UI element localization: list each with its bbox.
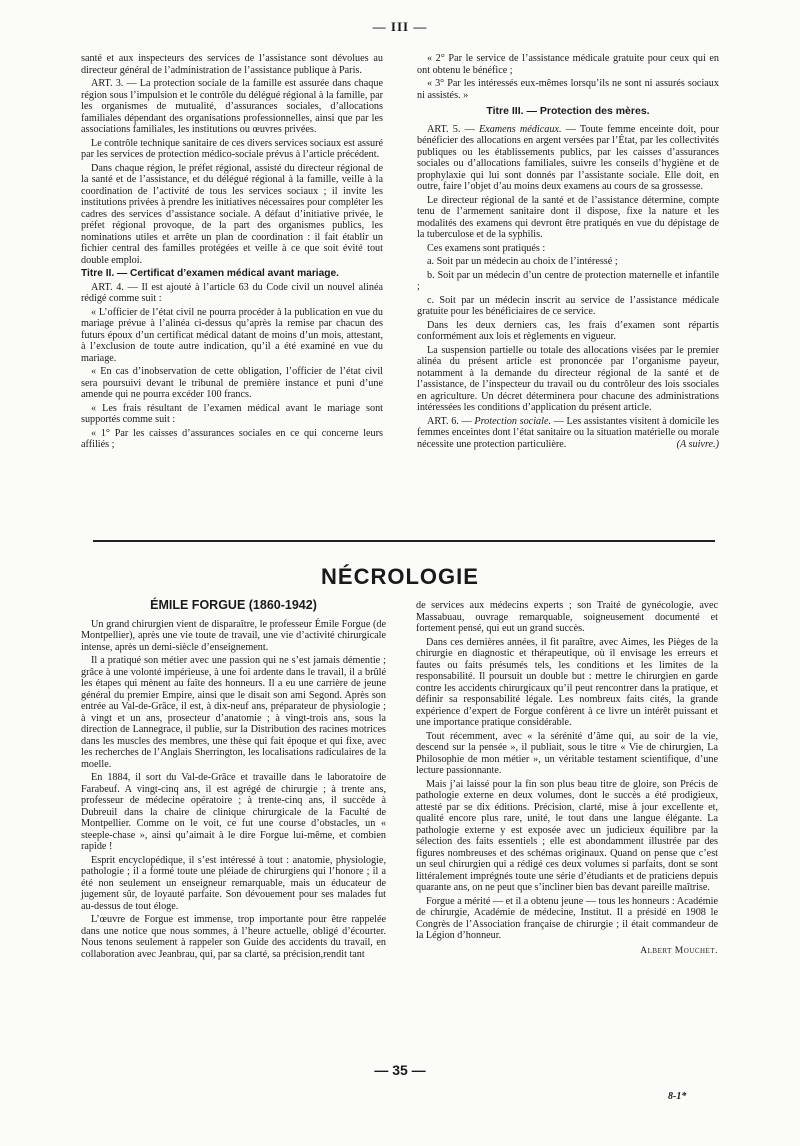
paragraph: Forgue a mérité — et il a obtenu jeune — tous les honneurs : Académie de chirurgie, Académie de médecine, Institut. Il a présidé en 1908 le Congrès de l’Association française de chirurgie ; il était commandeur de la Légion d’honneur. bbox=[416, 895, 718, 941]
paragraph: Mais j’ai laissé pour la fin son plus beau titre de gloire, son Précis de pathologie externe en deux volumes, dont le succès a été prodigieux, attesté par se dix éditions. Précision, clarté, mise à jour excellente et, qualité encore plus rare, unité, le tout dans une langue élégante. La pathologie externe y est exposée avec un judicieux équilibre par la sélection des faits essentiels ; elle est abondamment illustrée par des figures nombreuses et des schémas originaux. Quand on pense que c’est un seul chirurgien qui a rédigé ces deux volumes si parfaits, dont se sont littéralement imprégnés toute une série d’étudiants et de praticiens depuis quarante ans, on ne peut que s’incliner bien bas devant pareille maîtrise. bbox=[416, 778, 718, 893]
printer-signature-mark: 8-1* bbox=[668, 1091, 687, 1102]
page-roman-numeral: — III — bbox=[372, 19, 428, 34]
paragraph: ART. 3. — La protection sociale de la famille est assurée dans chaque région sous l’impulsion et le contrôle du délégué régional à la famille, par les organismes de mutualité, d’assurances sociales, d’allocations familiales dépendant des organisations professionnelles, ainsi que par les associations familiales, les institutions ou œuvres privées. bbox=[81, 78, 383, 135]
paragraph: « 1° Par les caisses d’assurances sociales en ce qui concerne leurs affiliés ; bbox=[81, 427, 383, 450]
paragraph: « L’officier de l’état civil ne pourra procéder à la publication en vue du mariage prévue à l’alinéa ci-dessus qu’après la remise par chacun des futurs époux d’un certificat médical datant de moins d’un mois, attestant, à l’exclusion de toute autre indication, qu’il a été examiné en vue du mariage. bbox=[81, 306, 383, 364]
paragraph: « Les frais résultant de l’examen médical avant le mariage sont supportés comme suit : bbox=[81, 402, 383, 425]
paragraph: Dans ces dernières années, il fit paraître, avec Aimes, les Pièges de la chirurgie en diagnostic et thérapeutique, où il envisage les erreurs et fautes ou faits présumés tels, les conditions et les limites de la responsabilité. Il poursuit un double but : mettre le chirurgien en garde contre les accidents chirurgicaux qu’il peut rencontrer dans la pratique, et définir sa responsabilité légale. Les nombreux faits cités, la grande expérience d’expert de Forgue confèrent à ce livre un intérêt puissant et une importance pratique considérable. bbox=[416, 636, 718, 728]
paragraph: Le directeur régional de la santé et de l’assistance détermine, compte tenu de l’armement sanitaire dont il dispose, fixe la nature et les modalités des examens qui devront être pratiqués en vue du dépistage de la tuberculose et de la syphilis. bbox=[417, 194, 719, 240]
list-item: b. Soit par un médecin d’un centre de protection maternelle et infantile ; bbox=[417, 269, 719, 292]
paragraph: Le contrôle technique sanitaire de ces divers services sociaux est assuré par les services de protection médico-sociale prévus à l’article précédent. bbox=[81, 137, 383, 160]
paragraph: « 2° Par le service de l’assistance médicale gratuite pour ceux qui en ont obtenu le bénéfice ; bbox=[417, 53, 719, 76]
paragraph: En 1884, il sort du Val-de-Grâce et travaille dans le laboratoire de Farabeuf. A vingt-cinq ans, il est agrégé de chirurgie ; à trente ans, professeur de médecine opératoire ; à trente-cinq ans, il succède à Dubreuil dans la chaire de clinique chirurgicale de la Faculté de Montpellier. Comme on le voit, ce fut une course d’obstacles, un « steeple-chase », ainsi qu’aimait à le dire Forgue lui-même, et combien rapide ! bbox=[81, 772, 386, 852]
to-be-continued: (A suivre.) bbox=[676, 438, 719, 450]
paragraph: La suspension partielle ou totale des allocations visées par le premier alinéa du présent article est prononcée par l’organisme payeur, notamment à la demande du directeur régional de la santé et de l’assistance, de l’inspecteur du travail ou du contrôleur des lois ssociales en agriculture. Un décret déterminera pour chacune des administrations intéressées les conditions d’application du présent article. bbox=[417, 344, 719, 413]
list-item: c. Soit par un médecin inscrit au service de l’assistance médicale gratuite pour les bénéficiaires de ce service. bbox=[417, 294, 719, 317]
paragraph: Ces examens sont pratiqués : bbox=[427, 242, 546, 254]
necrologie-title: NÉCROLOGIE bbox=[321, 564, 479, 589]
author-signature: Albert Mouchet. bbox=[640, 945, 718, 956]
paragraph: L’œuvre de Forgue est immense, trop importante pour être rappelée dans une notice que nous sommes, à l’heure actuelle, obligé d’écourter. Nous tenons seulement à rappeler son Guide des accidents du travail, en collaboration avec Jeanbrau, qui, par sa clarté, sa précision,rendit tant bbox=[81, 914, 386, 960]
right-column bbox=[417, 53, 719, 452]
paragraph: « 3° Par les intéressés eux-mêmes lorsqu’ils ne sont ni assurés sociaux ni assistés. » bbox=[417, 78, 719, 101]
article-text: — Les assistantes visitent à domicile les femmes enceintes dont l’état sanitaire ou la situation matérielle ou morale nécessite une protection particulière. bbox=[417, 415, 719, 450]
paragraph: Dans les deux derniers cas, les frais d’examen sont répartis conformément aux lois et règlements en vigueur. bbox=[417, 319, 719, 342]
paragraph bbox=[417, 416, 719, 451]
paragraph: « En cas d’inobservation de cette obligation, l’officier de l’état civil sera poursuivi devant le tribunal de première instance et puni d’une amende qui ne pourra excéder 100 francs. bbox=[81, 366, 383, 400]
section-title-3: Titre III. — Protection des mères. bbox=[486, 105, 650, 117]
article-prefix: ART. 5. — bbox=[427, 123, 479, 135]
article-prefix: ART. 6. — bbox=[427, 415, 475, 427]
paragraph bbox=[417, 124, 719, 193]
paragraph: Esprit encyclopédique, il s’est intéressé à tout : anatomie, physiologie, pathologie ; il a formé toute une pléiade de chirurgiens qui l’honore ; il a été non seulement un enseigneur remarquable, mais un éducateur de jugement sûr, de loyauté parfaite. Son dévouement pour ses malades fut au-dessus de tout éloge. bbox=[81, 854, 386, 912]
obituary-right-column bbox=[416, 600, 718, 957]
article-heading: Protection sociale. bbox=[474, 415, 552, 427]
paragraph: Dans chaque région, le préfet régional, assisté du directeur régional de la santé et de l’assistance, et du délégué régional à la famille, veille à la coordination de l’activité de tous les services sociaux ; il invite les institutions privées à prendre les initiatives nécessaires pour compléter les cadres des services d’assistance sociale. A défaut d’initiative privée, le préfet régional provoque, de la part des organismes publics, les nominations utiles et arrête un plan de coordination : il fait établir un fichier central des familles protégées et veille à ce que soit évité tout double emploi. bbox=[81, 162, 383, 266]
paragraph: Il a pratiqué son métier avec une passion qui ne s’est jamais démentie ; grâce à une volonté impérieuse, à une foi ardente dans le travail, il a brûlé les étapes qui mènent au faîte des honneurs. Il a eu une carrière de jeune général du premier Empire, ainsi que le disait son ami Segond. Après son entrée au Val-de-Grâce, il est, à dix-neuf ans, préparateur de physiologie ; à vingt et un ans, prosecteur d’anatomie ; à vingt-trois ans, sous la direction de Lannegrace, il publie, sur la Distribution des racines motrices dans les muscles des membres, une thèse qui fait époque et qui fixe, avec les recherches de l’Anglais Sherrington, les localisations radiculaires de la moelle. bbox=[81, 655, 386, 770]
obituary-left-column bbox=[81, 600, 386, 962]
paragraph: santé et aux inspecteurs des services de l’assistance sont dévolues au directeur général de l’administration de l’assistance publique à Paris. bbox=[81, 53, 383, 76]
obituary-title: ÉMILE FORGUE (1860-1942) bbox=[150, 598, 317, 612]
article-heading: Examens médicaux. bbox=[478, 123, 562, 135]
paragraph: Tout récemment, avec « la sérénité d’âme qui, au soir de la vie, descend sur la pensée », il publiait, sous le titre « Vie de chirurgien, La Philosophie de mon métier », un véritable testament scientifique, d’une lecture passionnante. bbox=[416, 730, 718, 776]
paragraph: de services aux médecins experts ; son Traité de gynécologie, avec Massabuau, ouvrage remarquable, soigneusement documenté et fortement pensé, qui eut un grand succès. bbox=[416, 600, 718, 634]
page-number: — 35 — bbox=[374, 1062, 426, 1078]
paragraph: ART. 4. — Il est ajouté à l’article 63 du Code civil un nouvel alinéa rédigé comme suit : bbox=[81, 281, 383, 304]
section-divider bbox=[93, 540, 715, 542]
article-text: — Toute femme enceinte doit, pour bénéficier des allocations en argent versées par l’État, par les collectivités publiques ou les établissements publics, par les caisses d’assurances sociales ou d’allocations familiales, suivre les conseils d’hygiène et de prophylaxie qui lui sont donnés par l’assistante sociale. Elle doit, en outre, faire l’objet d’au moins deux examens au cours de sa grossesse. bbox=[417, 123, 719, 192]
left-column bbox=[81, 53, 383, 453]
section-title-2: Titre II. — Certificat d’examen médical avant mariage. bbox=[81, 268, 339, 279]
list-item: a. Soit par un médecin au choix de l’intéressé ; bbox=[427, 256, 618, 267]
paragraph: Un grand chirurgien vient de disparaître, le professeur Émile Forgue (de Montpellier), après une vie toute de travail, une vie d’activité chirurgicale intense, après un demi-siècle d’enseignement. bbox=[81, 618, 386, 653]
